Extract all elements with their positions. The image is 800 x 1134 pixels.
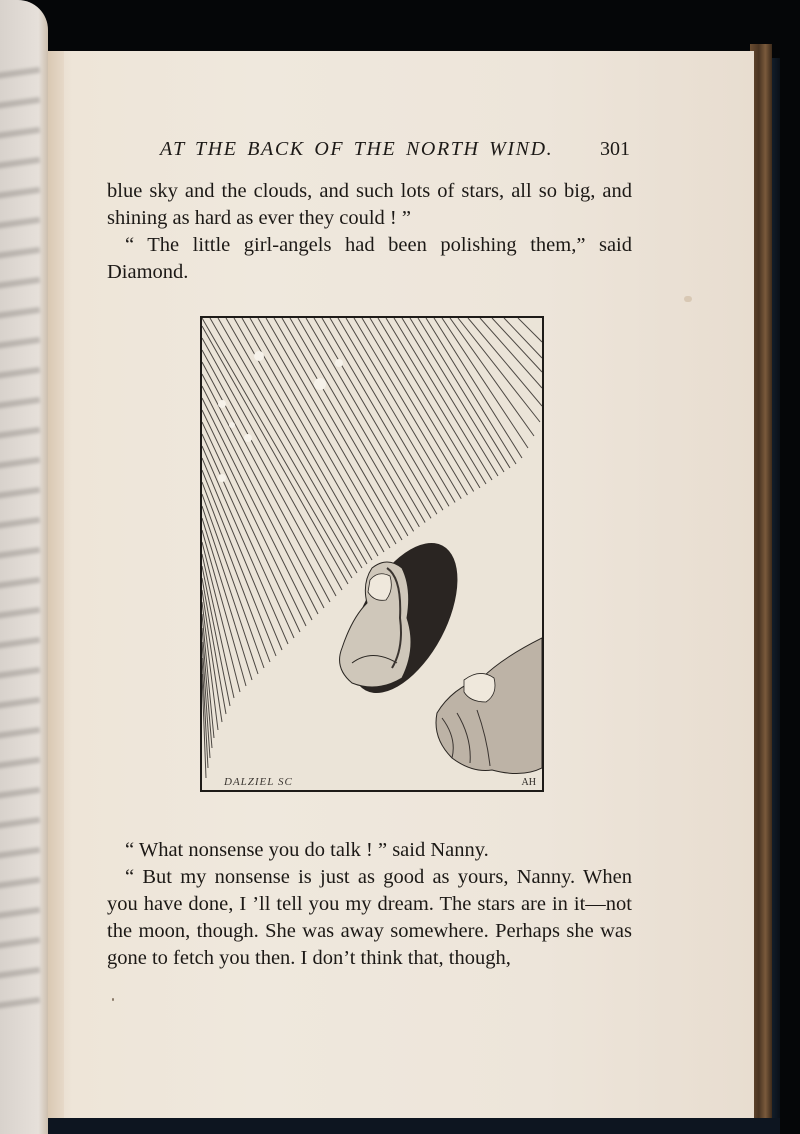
- text-block-top: [107, 178, 632, 286]
- paragraph: “ The little girl-angels had been polishing them,” said Diamond.: [107, 234, 632, 283]
- facing-page: [0, 0, 48, 1134]
- paragraph: blue sky and the clouds, and such lots of stars, all so big, and shining as hard as ever they could ! ”: [107, 180, 632, 229]
- page-number: 301: [600, 138, 630, 160]
- book-cover-bottom: [40, 1118, 780, 1134]
- paragraph: “ But my nonsense is just as good as yours, Nanny. When you have done, I ’ll tell you my dream. The stars are in it—not the moon, though. She was away somewhere. Perhaps she was gone to fetch you then. I don’t think that, though,: [107, 866, 632, 969]
- engraver-signature: DALZIEL SC: [224, 776, 293, 788]
- page-blemish: [684, 296, 692, 302]
- illustration-plate: [200, 316, 544, 792]
- page-blemish: [112, 998, 114, 1001]
- artist-monogram: AH: [521, 777, 536, 788]
- running-head: [160, 138, 630, 161]
- engraving-artwork: [202, 318, 542, 790]
- text-block-bottom: [107, 837, 632, 972]
- paragraph: “ What nonsense you do talk ! ” said Nanny.: [125, 839, 489, 861]
- running-title: AT THE BACK OF THE NORTH WIND.: [160, 138, 554, 160]
